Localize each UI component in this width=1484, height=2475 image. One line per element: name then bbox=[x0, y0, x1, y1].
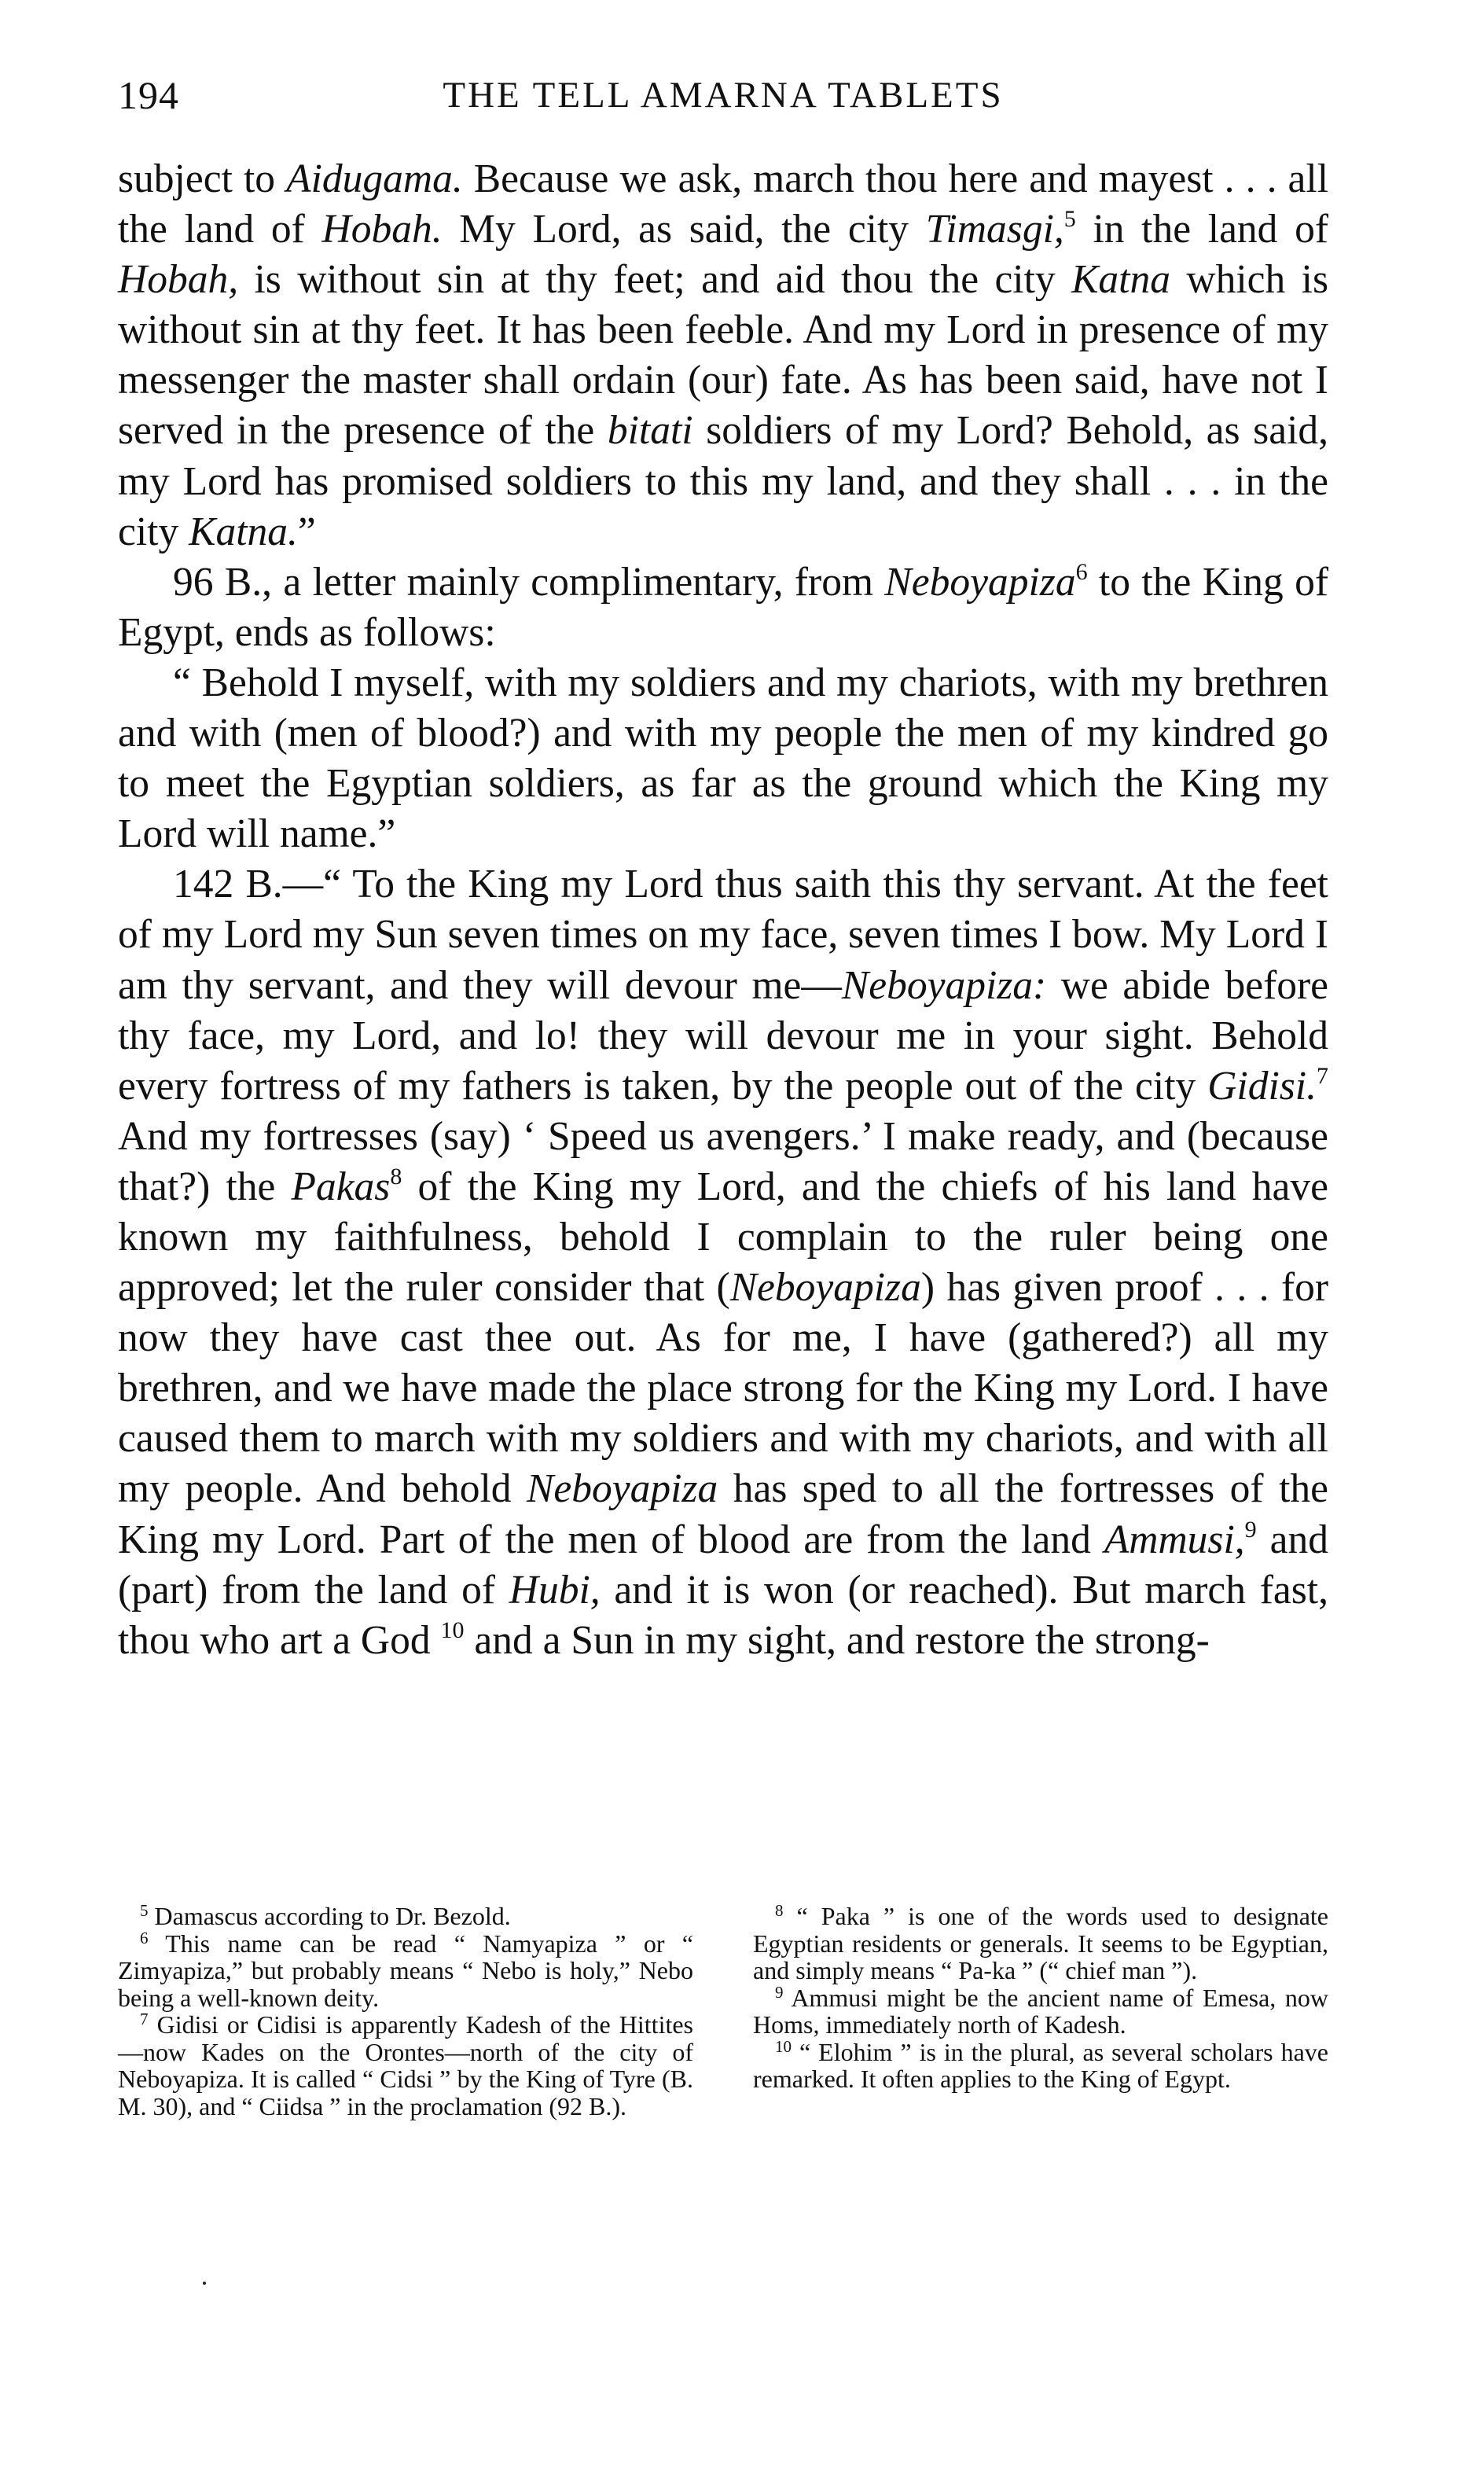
italic-name: Aidugama. bbox=[286, 156, 463, 201]
footnotes-left-column bbox=[118, 1903, 693, 2120]
italic-name: Hubi, bbox=[509, 1567, 601, 1613]
text-run: has sped to all the fortresses of the King my Lord. Part of the men of blood are from the land bbox=[118, 1466, 1328, 1562]
italic-name: Neboyapiza bbox=[884, 559, 1076, 605]
footnote-5 bbox=[118, 1903, 693, 1930]
italic-name: Neboyapiza bbox=[729, 1265, 921, 1311]
text-run: subject to bbox=[118, 156, 287, 201]
italic-name: bitati bbox=[607, 408, 693, 454]
italic-name: Neboyapiza: bbox=[841, 962, 1047, 1008]
running-title: THE TELL AMARNA TABLETS bbox=[443, 75, 1004, 116]
footnote-number: 8 bbox=[775, 1901, 784, 1920]
text-run: soldiers of my Lord? Behold, as said, my Lord has promised soldiers to this my land, and they shall . . . in the city bbox=[118, 408, 1328, 554]
italic-name: Ammusi, bbox=[1104, 1517, 1245, 1562]
paragraph-142b bbox=[118, 859, 1328, 1666]
footnote-number: 7 bbox=[140, 2010, 149, 2028]
text-run: And my fortresses (say) ‘ Speed us avengers.’ I make ready, and (because that?) the bbox=[118, 1113, 1328, 1209]
footnote-number: 10 bbox=[775, 2036, 792, 2056]
italic-name: Neboyapiza bbox=[527, 1466, 718, 1512]
text-run: 142 B.—“ To the King my Lord thus saith this thy servant. At the feet of my Lord my Sun seven times on my face, seven times I bow. My Lord I am thy servant, and they will devour me— bbox=[118, 862, 1328, 1008]
italic-name: Katna bbox=[1071, 257, 1170, 303]
footnote-9 bbox=[753, 1984, 1328, 2039]
text-run: and it is won (or reached). But march fast, thou who art a God bbox=[118, 1567, 1328, 1663]
footnote-number: 9 bbox=[775, 1982, 784, 2002]
italic-name: Gidisi. bbox=[1207, 1063, 1317, 1109]
italic-name: Hobah. bbox=[321, 207, 443, 252]
text-run: My Lord, as said, the city bbox=[442, 207, 926, 252]
footnote-text: “ Paka ” is one of the words used to designate Egyptian residents or generals. It seems to be Egyptian, and simply means “ Pa-ka ” (“ chief man ”). bbox=[753, 1902, 1328, 1984]
paragraph-continuation bbox=[118, 154, 1328, 557]
page-number: 194 bbox=[118, 73, 179, 117]
footnote-mark: 7 bbox=[1317, 1062, 1328, 1089]
italic-name: Timasgi, bbox=[925, 207, 1064, 252]
footnote-text: Damascus according to Dr. Bezold. bbox=[148, 1902, 511, 1930]
text-run: is without sin at thy feet; and aid thou the city bbox=[238, 257, 1072, 303]
footnote-mark: 8 bbox=[390, 1163, 402, 1190]
footnote-7 bbox=[118, 2011, 693, 2120]
footnote-text: Ammusi might be the ancient name of Emesa, now Homs, immediately north of Kadesh. bbox=[753, 1983, 1328, 2039]
footnotes-right-column bbox=[753, 1903, 1328, 2120]
text-run: and a Sun in my sight, and restore the strong- bbox=[464, 1617, 1210, 1663]
footnote-text: Gidisi or Cidisi is apparently Kadesh of the Hittites—now Kades on the Orontes—north of the city of Neboyapiza. It is called “ Cidsi ” by the King of Tyre (B. M. 30), and “ Ciidsa ” in the proclamation (92 B.). bbox=[118, 2010, 693, 2120]
running-head bbox=[118, 68, 1328, 123]
text-run: “ Behold I myself, with my soldiers and my chariots, with my brethren and with (men of blood?) and with my people the men of my kindred go to meet the Egyptian soldiers, as far as the ground which the King my Lord will name.” bbox=[118, 660, 1328, 857]
footnote-number: 5 bbox=[140, 1901, 149, 1920]
footnote-text: This name can be read “ Namyapiza ” or “ Zimyapiza,” but probably means “ Nebo is holy,” Nebo being a well-known deity. bbox=[118, 1929, 693, 2012]
footnote-number: 6 bbox=[140, 1928, 149, 1947]
text-run: in the land of bbox=[1075, 207, 1329, 252]
footnote-text: “ Elohim ” is in the plural, as several scholars have remarked. It often applies to the King of Egypt. bbox=[753, 2037, 1328, 2093]
text-run: ) has given proof . . . for now they have cast thee out. As for me, I have (gathered?) all my brethren, and we have made the place strong for the King my Lord. I have caused them to march with my soldiers and with my chariots, and with all my people. And behold bbox=[118, 1265, 1328, 1512]
footnotes bbox=[118, 1903, 1328, 2120]
footnote-mark: 6 bbox=[1075, 558, 1088, 585]
text-run: we abide before thy face, my Lord, and lo! they will devour me in your sight. Behold every fortress of my fathers is taken, by the people out of the city bbox=[118, 962, 1328, 1109]
paragraph-96b bbox=[118, 557, 1328, 658]
text-run: to the King of Egypt, ends as follows: bbox=[118, 559, 1329, 655]
footnote-mark: 5 bbox=[1063, 206, 1076, 233]
text-run: of the King my Lord, and the chiefs of his land have known my faithfulness, behold I complain to the ruler being one approved; let the ruler consider that ( bbox=[118, 1164, 1329, 1311]
footnote-mark: 10 bbox=[440, 1616, 465, 1643]
paragraph-quote bbox=[118, 658, 1328, 859]
footnote-10 bbox=[753, 2036, 1328, 2093]
text-run: ” bbox=[297, 509, 316, 554]
body-text bbox=[118, 154, 1328, 1666]
footnote-8 bbox=[753, 1903, 1328, 1984]
print-speck bbox=[203, 2282, 206, 2285]
italic-name: Hobah, bbox=[118, 257, 239, 303]
footnote-6 bbox=[118, 1930, 693, 2012]
italic-name: Pakas bbox=[291, 1164, 391, 1209]
text-run: 96 B., a letter mainly complimentary, from bbox=[173, 559, 885, 605]
text-run: which is without sin at thy feet. It has been feeble. And my Lord in presence of my messenger the master shall ordain (our) fate. As has been said, have not I served in the presence of the bbox=[118, 257, 1328, 454]
italic-name: Katna. bbox=[189, 509, 298, 554]
footnote-mark: 9 bbox=[1244, 1516, 1257, 1543]
text-run: Because we ask, march thou here and mayest . . . all the land of bbox=[118, 156, 1328, 252]
text-run: and (part) from the land of bbox=[118, 1517, 1329, 1613]
